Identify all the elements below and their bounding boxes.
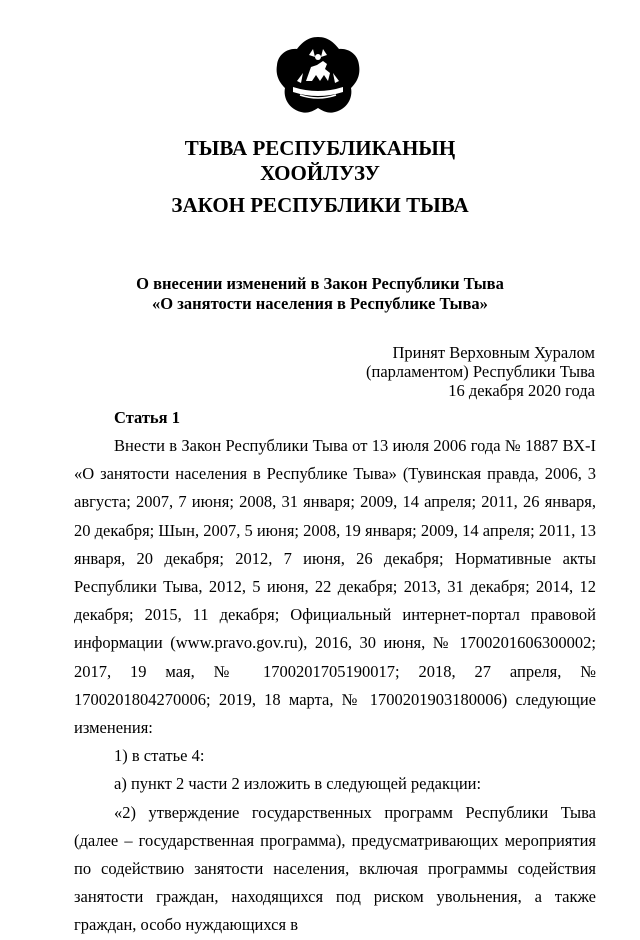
adoption-date: 16 декабря 2020 года [448,381,595,400]
subject-line-1: О внесении изменений в Закон Республики Тыва [136,274,504,293]
article-paragraph: 1) в статье 4: [114,746,205,766]
article-paragraph: «2) утверждение государственных программ Республики Тыва (далее – государственная программа), предусматривающих мероприятия по содействию занятости населения, включая программы содействия занятости граждан, находящихся под риском увольнения, а также граждан, особо нуждающихся в [74,802,596,935]
law-subject [0,274,640,314]
article-heading: Статья 1 [114,408,180,427]
title-line-2: ХООЙЛУЗУ [260,161,380,185]
title-line-1: ТЫВА РЕСПУБЛИКАНЫҢ [184,136,456,160]
subject-line-2: «О занятости населения в Республике Тыва» [152,294,488,313]
article-paragraph: а) пункт 2 части 2 изложить в следующей редакции: [114,774,482,794]
adoption-note [366,343,595,400]
article-paragraph: Внести в Закон Республики Тыва от 13 июля 2006 года № 1887 ВХ-I «О занятости населения в Республике Тыва» (Тувинская правда, 2006, 3 августа; 2007, 7 июня; 2008, 31 января; 2009, 14 апреля; 2011, 26 января, 20 декабря; Шын, 2007, 5 июня; 2008, 19 января; 2009, 14 апреля; 2011, 13 января, 20 декабря; 2012, 7 июня, 26 декабря; Нормативные акты Республики Тыва, 2012, 5 июня, 22 декабря; 2013, 31 декабря; 2014, 12 декабря; 2015, 11 декабря; Официальный интернет-портал правовой информации (www.pravo.gov.ru), 2016, 30 июня, № 1700201606300002; 2017, 19 мая, № 1700201705190017; 2018, 27 апреля, № 1700201804270006; 2019, 18 марта, № 1700201903180006) следующие изменения: [74,436,596,738]
parliament-title-tuvan [0,136,640,186]
law-title: ЗАКОН РЕСПУБЛИКИ ТЫВА [171,193,469,217]
tuva-coat-of-arms-icon [273,35,363,117]
article-body [74,432,596,940]
adoption-line-2: (парламентом) Республики Тыва [366,362,595,381]
adoption-line-1: Принят Верховным Хуралом [392,343,595,362]
